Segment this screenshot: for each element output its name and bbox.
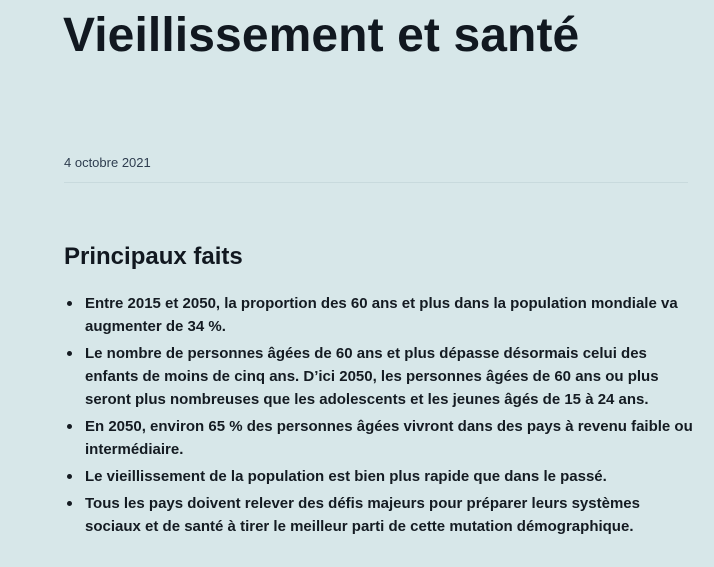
key-fact-text: Le nombre de personnes âgées de 60 ans et plus dépasse désormais celui des enfants de moins de cinq ans. D’ici 2050, les personnes âgées de 60 ans ou plus seront plus nombreuses que les adolescents et les jeunes âgés de 15 à 24 ans. bbox=[85, 345, 659, 408]
bullet-icon bbox=[67, 351, 72, 356]
bullet-icon bbox=[67, 301, 72, 306]
bullet-icon bbox=[67, 474, 72, 479]
key-fact-item bbox=[64, 292, 694, 338]
key-fact-text: Tous les pays doivent relever des défis majeurs pour préparer leurs systèmes sociaux et de santé à tirer le meilleur parti de cette mutation démographique. bbox=[85, 495, 640, 535]
bullet-icon bbox=[67, 424, 72, 429]
key-fact-item bbox=[64, 342, 694, 411]
key-fact-text: Le vieillissement de la population est bien plus rapide que dans le passé. bbox=[85, 468, 607, 485]
header-divider bbox=[64, 182, 688, 183]
key-fact-item bbox=[64, 465, 694, 488]
publication-date: 4 octobre 2021 bbox=[64, 155, 151, 170]
key-fact-item bbox=[64, 415, 694, 461]
key-facts-heading: Principaux faits bbox=[64, 243, 243, 270]
key-fact-text: En 2050, environ 65 % des personnes âgées vivront dans des pays à revenu faible ou intermédiaire. bbox=[85, 418, 693, 458]
key-facts-list bbox=[64, 292, 694, 542]
key-fact-item bbox=[64, 492, 694, 538]
bullet-icon bbox=[67, 501, 72, 506]
page-title: Vieillissement et santé bbox=[63, 9, 580, 62]
key-fact-text: Entre 2015 et 2050, la proportion des 60 ans et plus dans la population mondiale va augmenter de 34 %. bbox=[85, 295, 678, 335]
